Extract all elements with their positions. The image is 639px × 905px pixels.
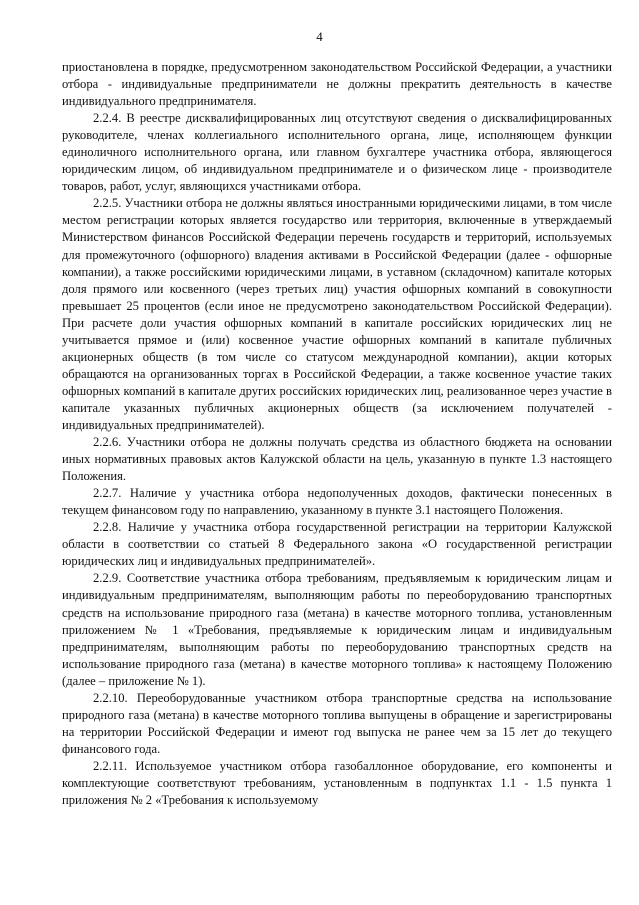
- document-body: [62, 59, 612, 809]
- paragraph-continuation: приостановлена в порядке, предусмотренном законодательством Российской Федерации, а участники отбора - индивидуальные предприниматели не должны прекратить деятельность в качестве индивидуального предпринимателя.: [62, 60, 612, 109]
- paragraph-2-2-5: 2.2.5. Участники отбора не должны являться иностранными юридическими лицами, в том числе местом регистрации которых является государство или территория, включенные в утверждаемый Министерством финансов Российской Федерации перечень государств и территорий, используемых для промежуточного (офшорного) владения активами в Российской Федерации (далее - офшорные компании), а также российскими юридическими лицами, в уставном (складочном) капитале которых доля прямого или косвенного (через третьих лиц) участия офшорных компаний в совокупности превышает 25 процентов (если иное не предусмотрено законодательством Российской Федерации). При расчете доли участия офшорных компаний в капитале российских юридических лиц не учитывается прямое и (или) косвенное участие офшорных компаний в капитале публичных акционерных обществ (в том числе со статусом международной компании), акции которых обращаются на организованных торгах в Российской Федерации, а также косвенное участие таких офшорных компаний в капитале других российских юридических лиц, реализованное через участие в капитале указанных публичных акционерных обществ (за исключением получателей - индивидуальных предпринимателей).: [62, 196, 612, 432]
- paragraph-2-2-7: 2.2.7. Наличие у участника отбора недополученных доходов, фактически понесенных в текущем финансовом году по направлению, указанному в пункте 3.1 настоящего Положения.: [62, 486, 612, 518]
- paragraph-2-2-4: 2.2.4. В реестре дисквалифицированных лиц отсутствуют сведения о дисквалифицированных руководителе, членах коллегиального исполнительного органа, лице, исполняющем функции единоличного исполнительного органа, или главном бухгалтере участника отбора, являющегося юридическим лицом, об индивидуальном предпринимателе и о физическом лице - производителе товаров, работ, услуг, являющихся участниками отбора.: [62, 111, 612, 194]
- paragraph-2-2-8: 2.2.8. Наличие у участника отбора государственной регистрации на территории Калужской области в соответствии со статьей 8 Федерального закона «О государственной регистрации юридических лиц и индивидуальных предпринимателей».: [62, 520, 612, 569]
- paragraph-2-2-6: 2.2.6. Участники отбора не должны получать средства из областного бюджета на основании иных нормативных правовых актов Калужской области на цель, указанную в пункте 1.3 настоящего Положения.: [62, 435, 612, 484]
- paragraph-2-2-10: 2.2.10. Переоборудованные участником отбора транспортные средства на использование природного газа (метана) в качестве моторного топлива выпущены в обращение и зарегистрированы на территории Российской Федерации и имеют год выпуска не ранее чем за 15 лет до текущего финансового года.: [62, 690, 612, 756]
- paragraph-2-2-9: 2.2.9. Соответствие участника отбора требованиям, предъявляемым к юридическим лицам и индивидуальным предпринимателям, выполняющим работы по переоборудованию транспортных средств на использование природного газа (метана) в качестве моторного топлива, установленным приложением № 1 «Требования, предъявляемые к юридическим лицам и индивидуальным предпринимателям, выполняющим работы по переоборудованию транспортных средств на использование природного газа (метана) в качестве моторного топлива» к настоящему Положению (далее – приложение № 1).: [62, 571, 612, 688]
- paragraph-2-2-11: 2.2.11. Используемое участником отбора газобаллонное оборудование, его компоненты и комплектующие соответствуют требованиям, установленным в подпунктах 1.1 - 1.5 пункта 1 приложения № 2 «Требования к используемому: [62, 758, 612, 808]
- page-number: 4: [316, 29, 323, 44]
